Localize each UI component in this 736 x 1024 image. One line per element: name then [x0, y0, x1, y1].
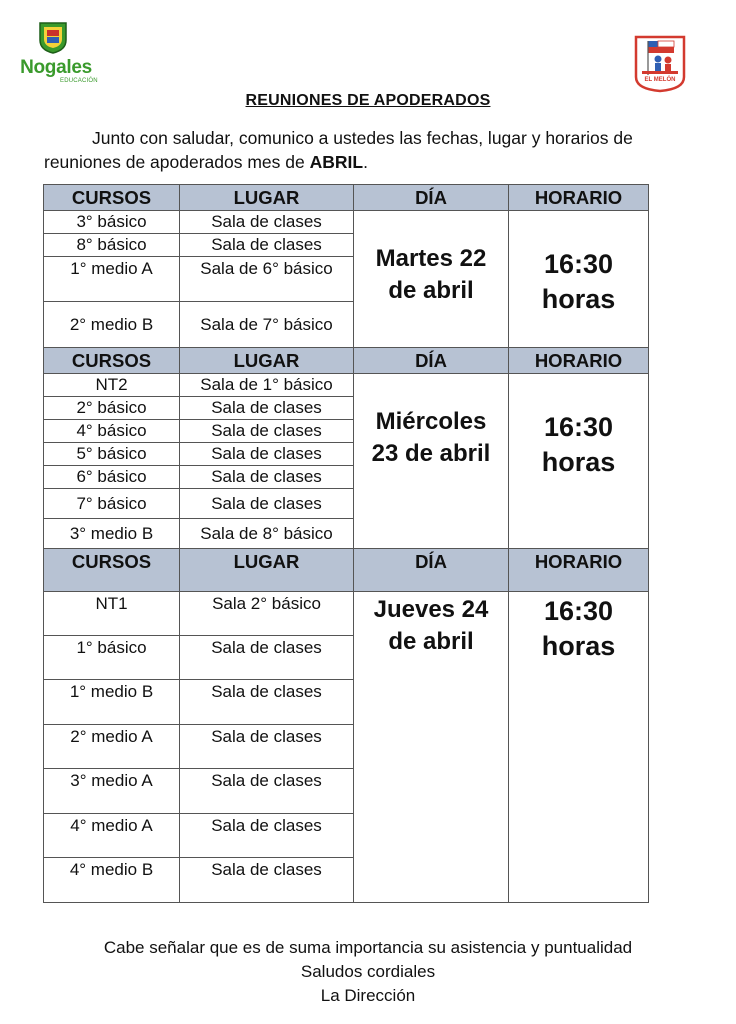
- dia-cell: [354, 374, 509, 549]
- curso-cell: 1° medio A: [44, 257, 180, 302]
- header-dia: DÍA: [354, 549, 509, 592]
- intro-month: ABRIL: [309, 152, 364, 172]
- curso-cell: 4° medio B: [44, 858, 180, 903]
- lugar-cell: Sala de clases: [180, 489, 354, 519]
- meeting-schedule-table: [43, 184, 649, 903]
- header-horario: HORARIO: [509, 185, 649, 211]
- curso-cell: 4° medio A: [44, 814, 180, 858]
- horario-cell: [509, 211, 649, 348]
- lugar-cell: Sala de clases: [180, 443, 354, 466]
- table-row: [44, 211, 649, 234]
- curso-cell: 1° básico: [44, 636, 180, 680]
- curso-cell: 2° básico: [44, 397, 180, 420]
- header-cursos: CURSOS: [44, 348, 180, 374]
- page-title: REUNIONES DE APODERADOS: [245, 92, 491, 109]
- dia-line-1: Miércoles: [375, 408, 487, 435]
- curso-cell: 3° medio B: [44, 519, 180, 549]
- header-lugar: LUGAR: [180, 348, 354, 374]
- school-badge-icon: [632, 33, 688, 93]
- header-cursos: CURSOS: [44, 185, 180, 211]
- dia-line-2: de abril: [388, 628, 474, 655]
- table-header-row: [44, 185, 649, 211]
- header-lugar: LUGAR: [180, 549, 354, 592]
- curso-cell: 1° medio B: [44, 680, 180, 725]
- dia-line-2: 23 de abril: [371, 440, 491, 467]
- header-cursos: CURSOS: [44, 549, 180, 592]
- curso-cell: 4° básico: [44, 420, 180, 443]
- lugar-cell: Sala de clases: [180, 234, 354, 257]
- horario-cell: [509, 374, 649, 549]
- curso-cell: NT1: [44, 592, 180, 636]
- dia-line-1: Jueves 24: [373, 596, 489, 623]
- curso-cell: 5° básico: [44, 443, 180, 466]
- header-lugar: LUGAR: [180, 185, 354, 211]
- header-dia: DÍA: [354, 185, 509, 211]
- table-row: [44, 374, 649, 397]
- intro-paragraph: [44, 126, 656, 174]
- header-dia: DÍA: [354, 348, 509, 374]
- nogales-logo-subtext: EDUCACIÓN: [60, 78, 98, 84]
- intro-end: .: [363, 152, 368, 172]
- curso-cell: 3° básico: [44, 211, 180, 234]
- intro-text: Junto con saludar, comunico a ustedes las fechas, lugar y horarios de reuniones de apoderados mes de: [44, 128, 633, 172]
- table-row: [44, 592, 649, 636]
- footer-note: Cabe señalar que es de suma importancia su asistencia y puntualidad: [103, 938, 633, 957]
- footer-greeting: Saludos cordiales: [300, 962, 436, 981]
- dia-line-1: Martes 22: [375, 245, 487, 272]
- lugar-cell: Sala de clases: [180, 769, 354, 814]
- horario-line-1: 16:30: [543, 249, 614, 279]
- header-horario: HORARIO: [509, 549, 649, 592]
- horario-line-2: horas: [541, 284, 616, 314]
- curso-cell: 2° medio B: [44, 302, 180, 348]
- table-header-row: [44, 348, 649, 374]
- curso-cell: 2° medio A: [44, 725, 180, 769]
- lugar-cell: Sala de clases: [180, 466, 354, 489]
- dia-cell: [354, 211, 509, 348]
- horario-line-2: horas: [541, 631, 616, 661]
- lugar-cell: Sala de 1° básico: [180, 374, 354, 397]
- lugar-cell: Sala de 6° básico: [180, 257, 354, 302]
- footer-signature: La Dirección: [320, 986, 416, 1005]
- lugar-cell: Sala de clases: [180, 814, 354, 858]
- lugar-cell: Sala de clases: [180, 636, 354, 680]
- curso-cell: 7° básico: [44, 489, 180, 519]
- dia-line-2: de abril: [388, 277, 474, 304]
- nogales-shield-icon: [38, 20, 68, 54]
- nogales-logo-text: Nogales: [20, 57, 92, 78]
- lugar-cell: Sala de clases: [180, 725, 354, 769]
- lugar-cell: Sala de clases: [180, 858, 354, 903]
- lugar-cell: Sala de clases: [180, 680, 354, 725]
- curso-cell: 3° medio A: [44, 769, 180, 814]
- table-header-row: [44, 549, 649, 592]
- lugar-cell: Sala de clases: [180, 397, 354, 420]
- horario-line-1: 16:30: [543, 596, 614, 626]
- el-melon-badge-text: EL MELÓN: [644, 77, 676, 83]
- lugar-cell: Sala 2° básico: [180, 592, 354, 636]
- curso-cell: NT2: [44, 374, 180, 397]
- lugar-cell: Sala de 7° básico: [180, 302, 354, 348]
- header-horario: HORARIO: [509, 348, 649, 374]
- el-melon-badge: [632, 33, 688, 93]
- horario-cell: [509, 592, 649, 903]
- horario-line-2: horas: [541, 447, 616, 477]
- lugar-cell: Sala de clases: [180, 211, 354, 234]
- curso-cell: 8° básico: [44, 234, 180, 257]
- horario-line-1: 16:30: [543, 412, 614, 442]
- curso-cell: 6° básico: [44, 466, 180, 489]
- lugar-cell: Sala de 8° básico: [180, 519, 354, 549]
- lugar-cell: Sala de clases: [180, 420, 354, 443]
- dia-cell: [354, 592, 509, 903]
- nogales-logo: [10, 18, 100, 88]
